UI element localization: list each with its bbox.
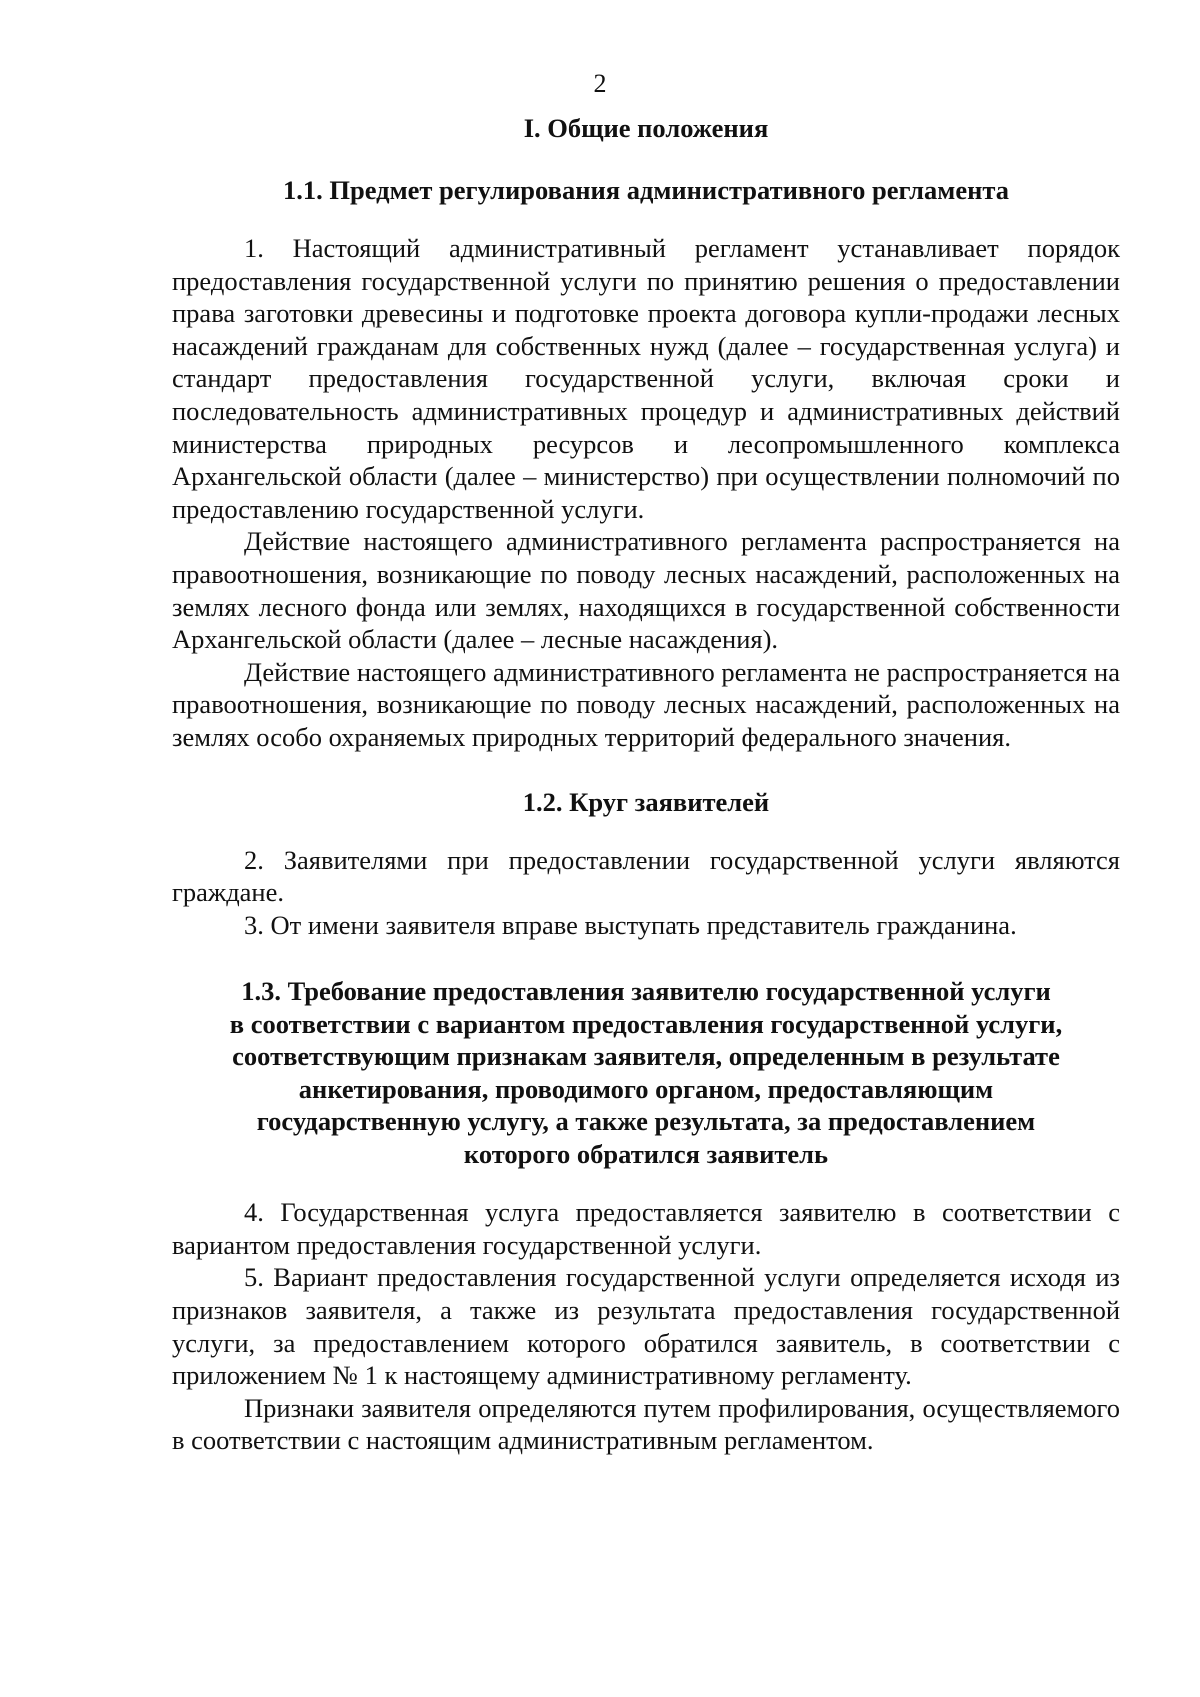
page-number: 2	[593, 69, 607, 98]
subsection-title-1-3-line-6: которого обратился заявитель	[463, 1138, 829, 1169]
paragraph-profiling: Признаки заявителя определяются путем профилирования, осуществляемого в соответствии с настоящим административным регламентом.	[172, 1392, 1120, 1456]
subsection-title-1-3-line-4: анкетирования, проводимого органом, предоставляющим	[298, 1073, 994, 1104]
paragraph-1: 1. Настоящий административный регламент устанавливает порядок предоставления государственной услуги по принятию решения о предоставлении права заготовки древесины и подготовке проекта договора купли-продажи лесных насаждений гражданам для собственных нужд (далее – государственная услуга) и стандарт предоставления государственной услуги, включая сроки и последовательность административных процедур и административных действий министерства природных ресурсов и лесопромышленного комплекса Архангельской области (далее – министерство) при осуществлении полномочий по предоставлению государственной услуги.	[172, 233, 1120, 524]
section-title: I. Общие положения	[523, 113, 769, 143]
paragraph-scope: Действие настоящего административного регламента распространяется на правоотношения, возникающие по поводу лесных насаждений, расположенных на землях лесного фонда или землях, находящихся в государственной собственности Архангельской области (далее – лесные насаждения).	[172, 526, 1120, 655]
subsection-title-1-3	[172, 975, 1120, 1170]
subsection-title-1-3-line-2: в соответствии с вариантом предоставления государственной услуги,	[229, 1008, 1063, 1039]
subsection-title-1-2: 1.2. Круг заявителей	[522, 786, 770, 817]
subsection-title-1-3-line-1: 1.3. Требование предоставления заявителю государственной услуги	[241, 976, 1051, 1007]
subsection-title-1-3-line-3: соответствующим признакам заявителя, определенным в результате	[232, 1041, 1060, 1072]
subsection-title-1-3-line-5: государственную услугу, а также результата, за предоставлением	[256, 1106, 1036, 1137]
document-body	[172, 112, 1120, 1457]
paragraph-3: 3. От имени заявителя вправе выступать представитель гражданина.	[244, 909, 1017, 940]
paragraph-5: 5. Вариант предоставления государственной услуги определяется исходя из признаков заявителя, а также из результата предоставления государственной услуги, за предоставлением которого обратился заявитель, в соответствии с приложением № 1 к настоящему административному регламенту.	[172, 1262, 1120, 1391]
subsection-title-1-1: 1.1. Предмет регулирования административного регламента	[283, 175, 1009, 205]
paragraph-4: 4. Государственная услуга предоставляется заявителю в соответствии с вариантом предоставления государственной услуги.	[172, 1197, 1120, 1260]
paragraph-2: 2. Заявителями при предоставлении государственной услуги являются граждане.	[172, 844, 1120, 908]
paragraph-exclusion: Действие настоящего административного регламента не распространяется на правоотношения, возникающие по поводу лесных насаждений, расположенных на землях особо охраняемых природных территорий федерального значения.	[172, 656, 1120, 752]
